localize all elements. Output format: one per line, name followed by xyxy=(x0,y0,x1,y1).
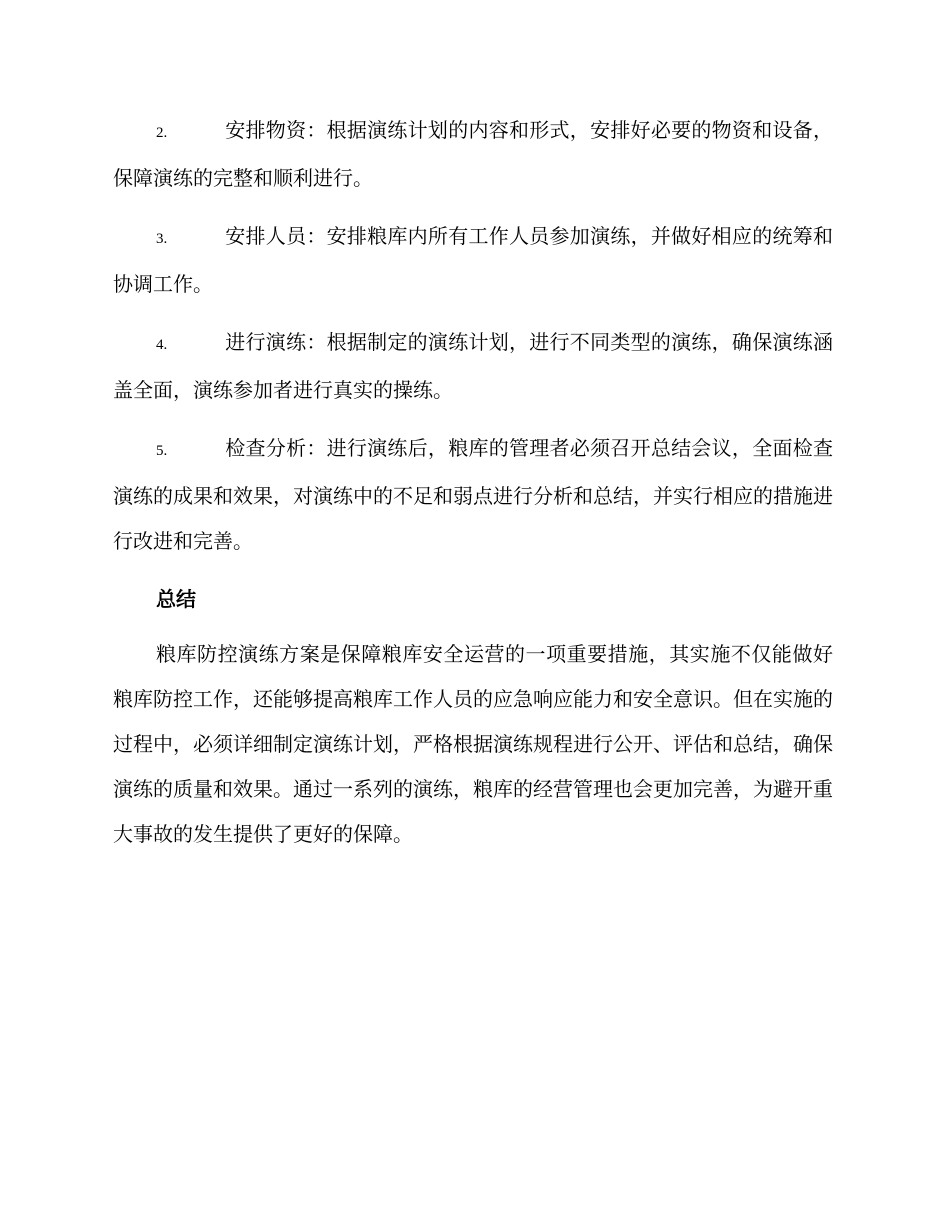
list-number: 3. xyxy=(156,231,168,247)
list-item xyxy=(113,320,833,413)
list-item xyxy=(113,426,833,564)
list-item xyxy=(113,214,833,307)
list-number: 4. xyxy=(156,337,168,353)
list-text: 进行演练：根据制定的演练计划，进行不同类型的演练，确保演练涵盖全面，演练参加者进行真实的操练。 xyxy=(113,330,833,402)
document-page xyxy=(113,108,833,857)
list-number: 2. xyxy=(156,125,168,141)
list-item xyxy=(113,108,833,201)
list-number: 5. xyxy=(156,443,168,459)
list-text: 检查分析：进行演练后，粮库的管理者必须召开总结会议，全面检查演练的成果和效果，对演练中的不足和弱点进行分析和总结，并实行相应的措施进行改进和完善。 xyxy=(113,436,833,553)
list-text: 安排物资：根据演练计划的内容和形式，安排好必要的物资和设备，保障演练的完整和顺利进行。 xyxy=(113,118,833,190)
summary-paragraph: 粮库防控演练方案是保障粮库安全运营的一项重要措施，其实施不仅能做好粮库防控工作，还能够提高粮库工作人员的应急响应能力和安全意识。但在实施的过程中，必须详细制定演练计划，严格根据演练规程进行公开、评估和总结，确保演练的质量和效果。通过一系列的演练，粮库的经营管理也会更加完善，为避开重大事故的发生提供了更好的保障。 xyxy=(113,642,833,846)
summary-heading: 总结 xyxy=(156,587,196,611)
list-text: 安排人员：安排粮库内所有工作人员参加演练，并做好相应的统筹和协调工作。 xyxy=(113,224,833,296)
